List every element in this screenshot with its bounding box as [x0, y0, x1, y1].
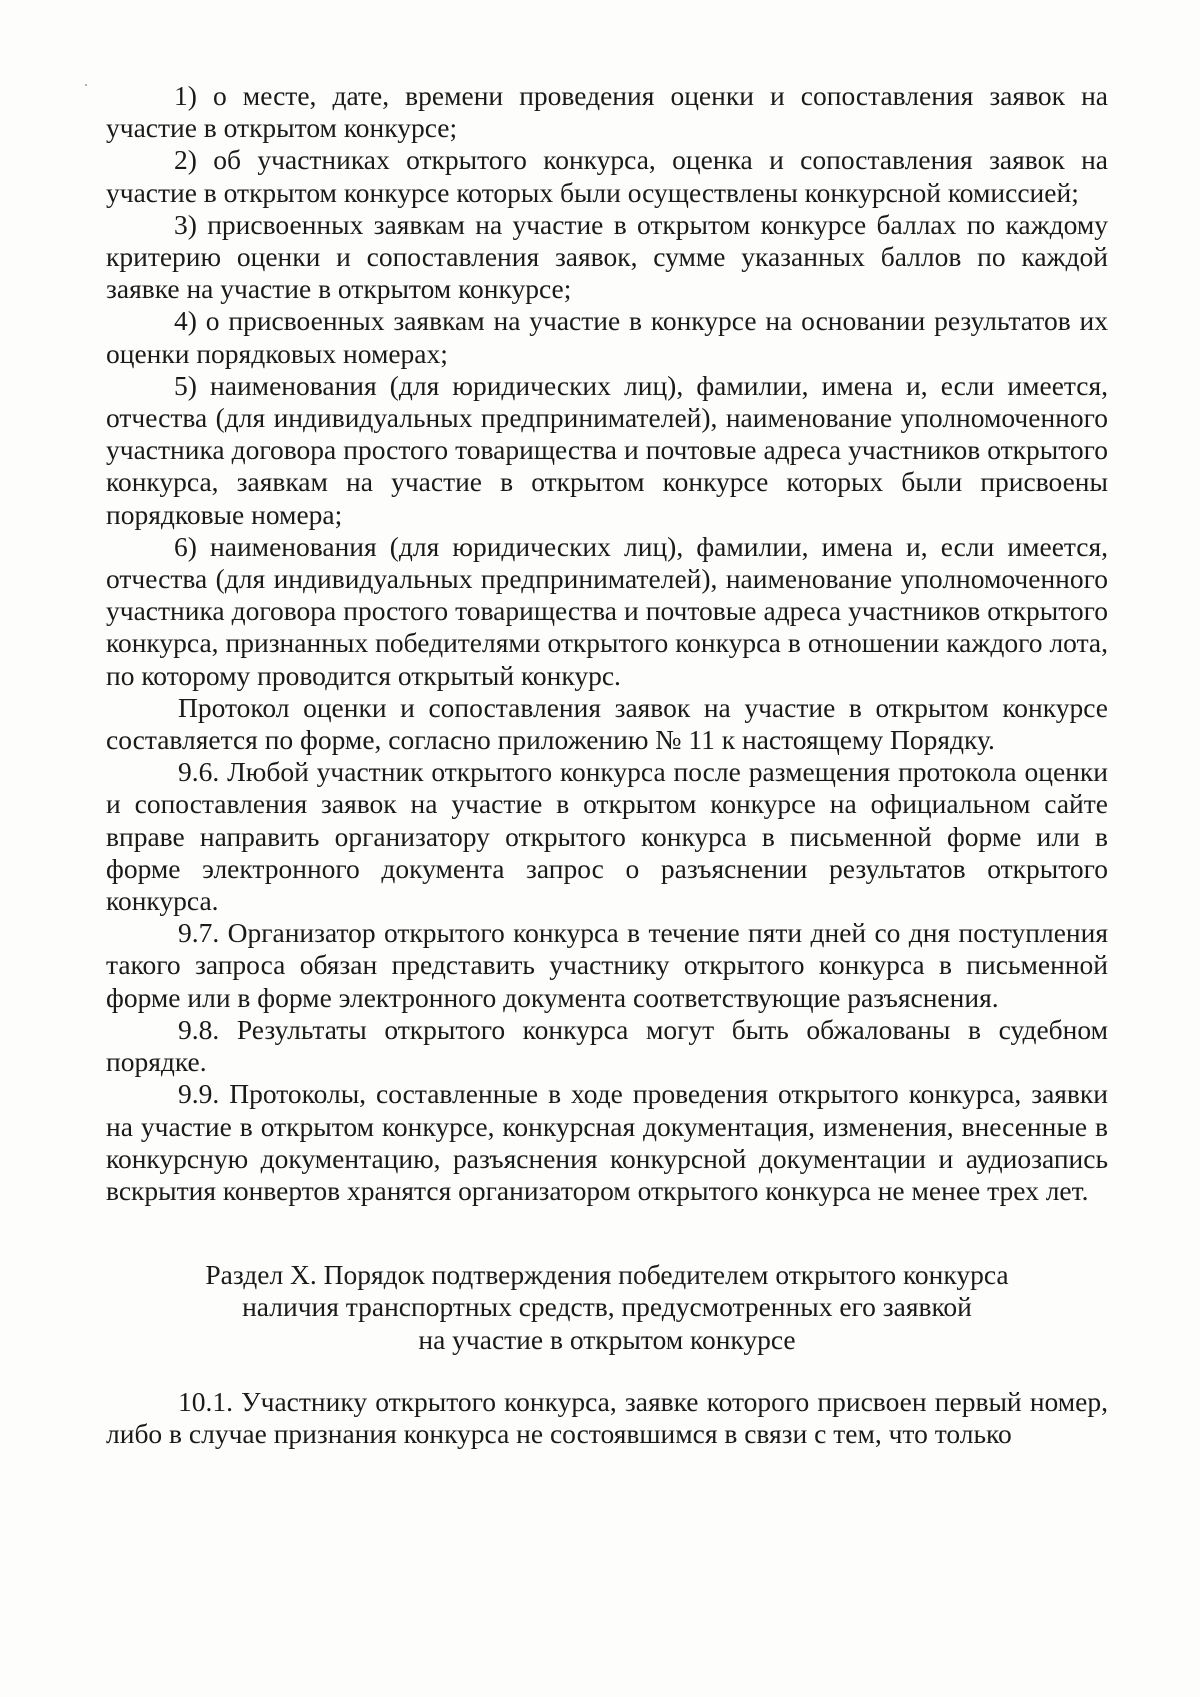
list-item-5: 5) наименования (для юридических лиц), фамилии, имена и, если имеется, отчества (для индивидуальных предпринимателей), наименование уполномоченного участника договора простого товарищества и почтовые адреса участников открытого конкурса, заявкам на участие в открытом конкурсе которых были присвоены порядковые номера; — [106, 369, 1108, 530]
list-item-4: 4) о присвоенных заявкам на участие в конкурсе на основании результатов их оценки порядковых номерах; — [106, 305, 1108, 369]
section-heading-line-3: на участие в открытом конкурсе — [418, 1323, 796, 1355]
section-x-heading — [106, 1259, 1108, 1356]
clause-9-7: 9.7. Организатор открытого конкурса в течение пяти дней со дня поступления такого запроса обязан представить участнику открытого конкурса в письменной форме или в форме электронного документа соответствующие разъяснения. — [106, 917, 1108, 1013]
protocol-form-paragraph: Протокол оценки и сопоставления заявок на участие в открытом конкурсе составляется по форме, согласно приложению № 11 к настоящему Порядку. — [106, 691, 1108, 756]
list-item-2: 2) об участниках открытого конкурса, оценка и сопоставления заявок на участие в открытом конкурсе которых были осуществлены конкурсной комиссией; — [106, 144, 1108, 208]
clause-9-8: 9.8. Результаты открытого конкурса могут быть обжалованы в судебном порядке. — [106, 1013, 1108, 1078]
section-heading-line-2: наличия транспортных средств, предусмотренных его заявкой — [242, 1291, 972, 1323]
list-item-1: 1) о месте, дате, времени проведения оценки и сопоставления заявок на участие в открытом конкурсе; — [106, 80, 1108, 144]
clause-9-9: 9.9. Протоколы, составленные в ходе проведения открытого конкурса, заявки на участие в открытом конкурсе, конкурсная документация, изменения, внесенные в конкурсную документацию, разъяснения конкурсной документации и аудиозапись вскрытия конвертов хранятся организатором открытого конкурса не менее трех лет. — [106, 1078, 1108, 1206]
list-item-3: 3) присвоенных заявкам на участие в открытом конкурсе баллах по каждому критерию оценки и сопоставления заявок, сумме указанных баллов по каждой заявке на участие в открытом конкурсе; — [106, 208, 1108, 305]
document-body — [106, 80, 1108, 1450]
section-heading-line-1: Раздел X. Порядок подтверждения победителем открытого конкурса — [205, 1259, 1009, 1291]
scan-speck — [85, 84, 87, 86]
list-item-6: 6) наименования (для юридических лиц), фамилии, имена и, если имеется, отчества (для индивидуальных предпринимателей), наименование уполномоченного участника договора простого товарищества и почтовые адреса участников открытого конкурса, признанных победителями открытого конкурса в отношении каждого лота, по которому проводится открытый конкурс. — [106, 530, 1108, 691]
clause-10-1: 10.1. Участнику открытого конкурса, заявке которого присвоен первый номер, либо в случае признания конкурса не состоявшимся в связи с тем, что только — [106, 1385, 1108, 1449]
clause-9-6: 9.6. Любой участник открытого конкурса после размещения протокола оценки и сопоставления заявок на участие в открытом конкурсе на официальном сайте вправе направить организатору открытого конкурса в письменной форме или в форме электронного документа запрос о разъяснении результатов открытого конкурса. — [106, 756, 1108, 917]
